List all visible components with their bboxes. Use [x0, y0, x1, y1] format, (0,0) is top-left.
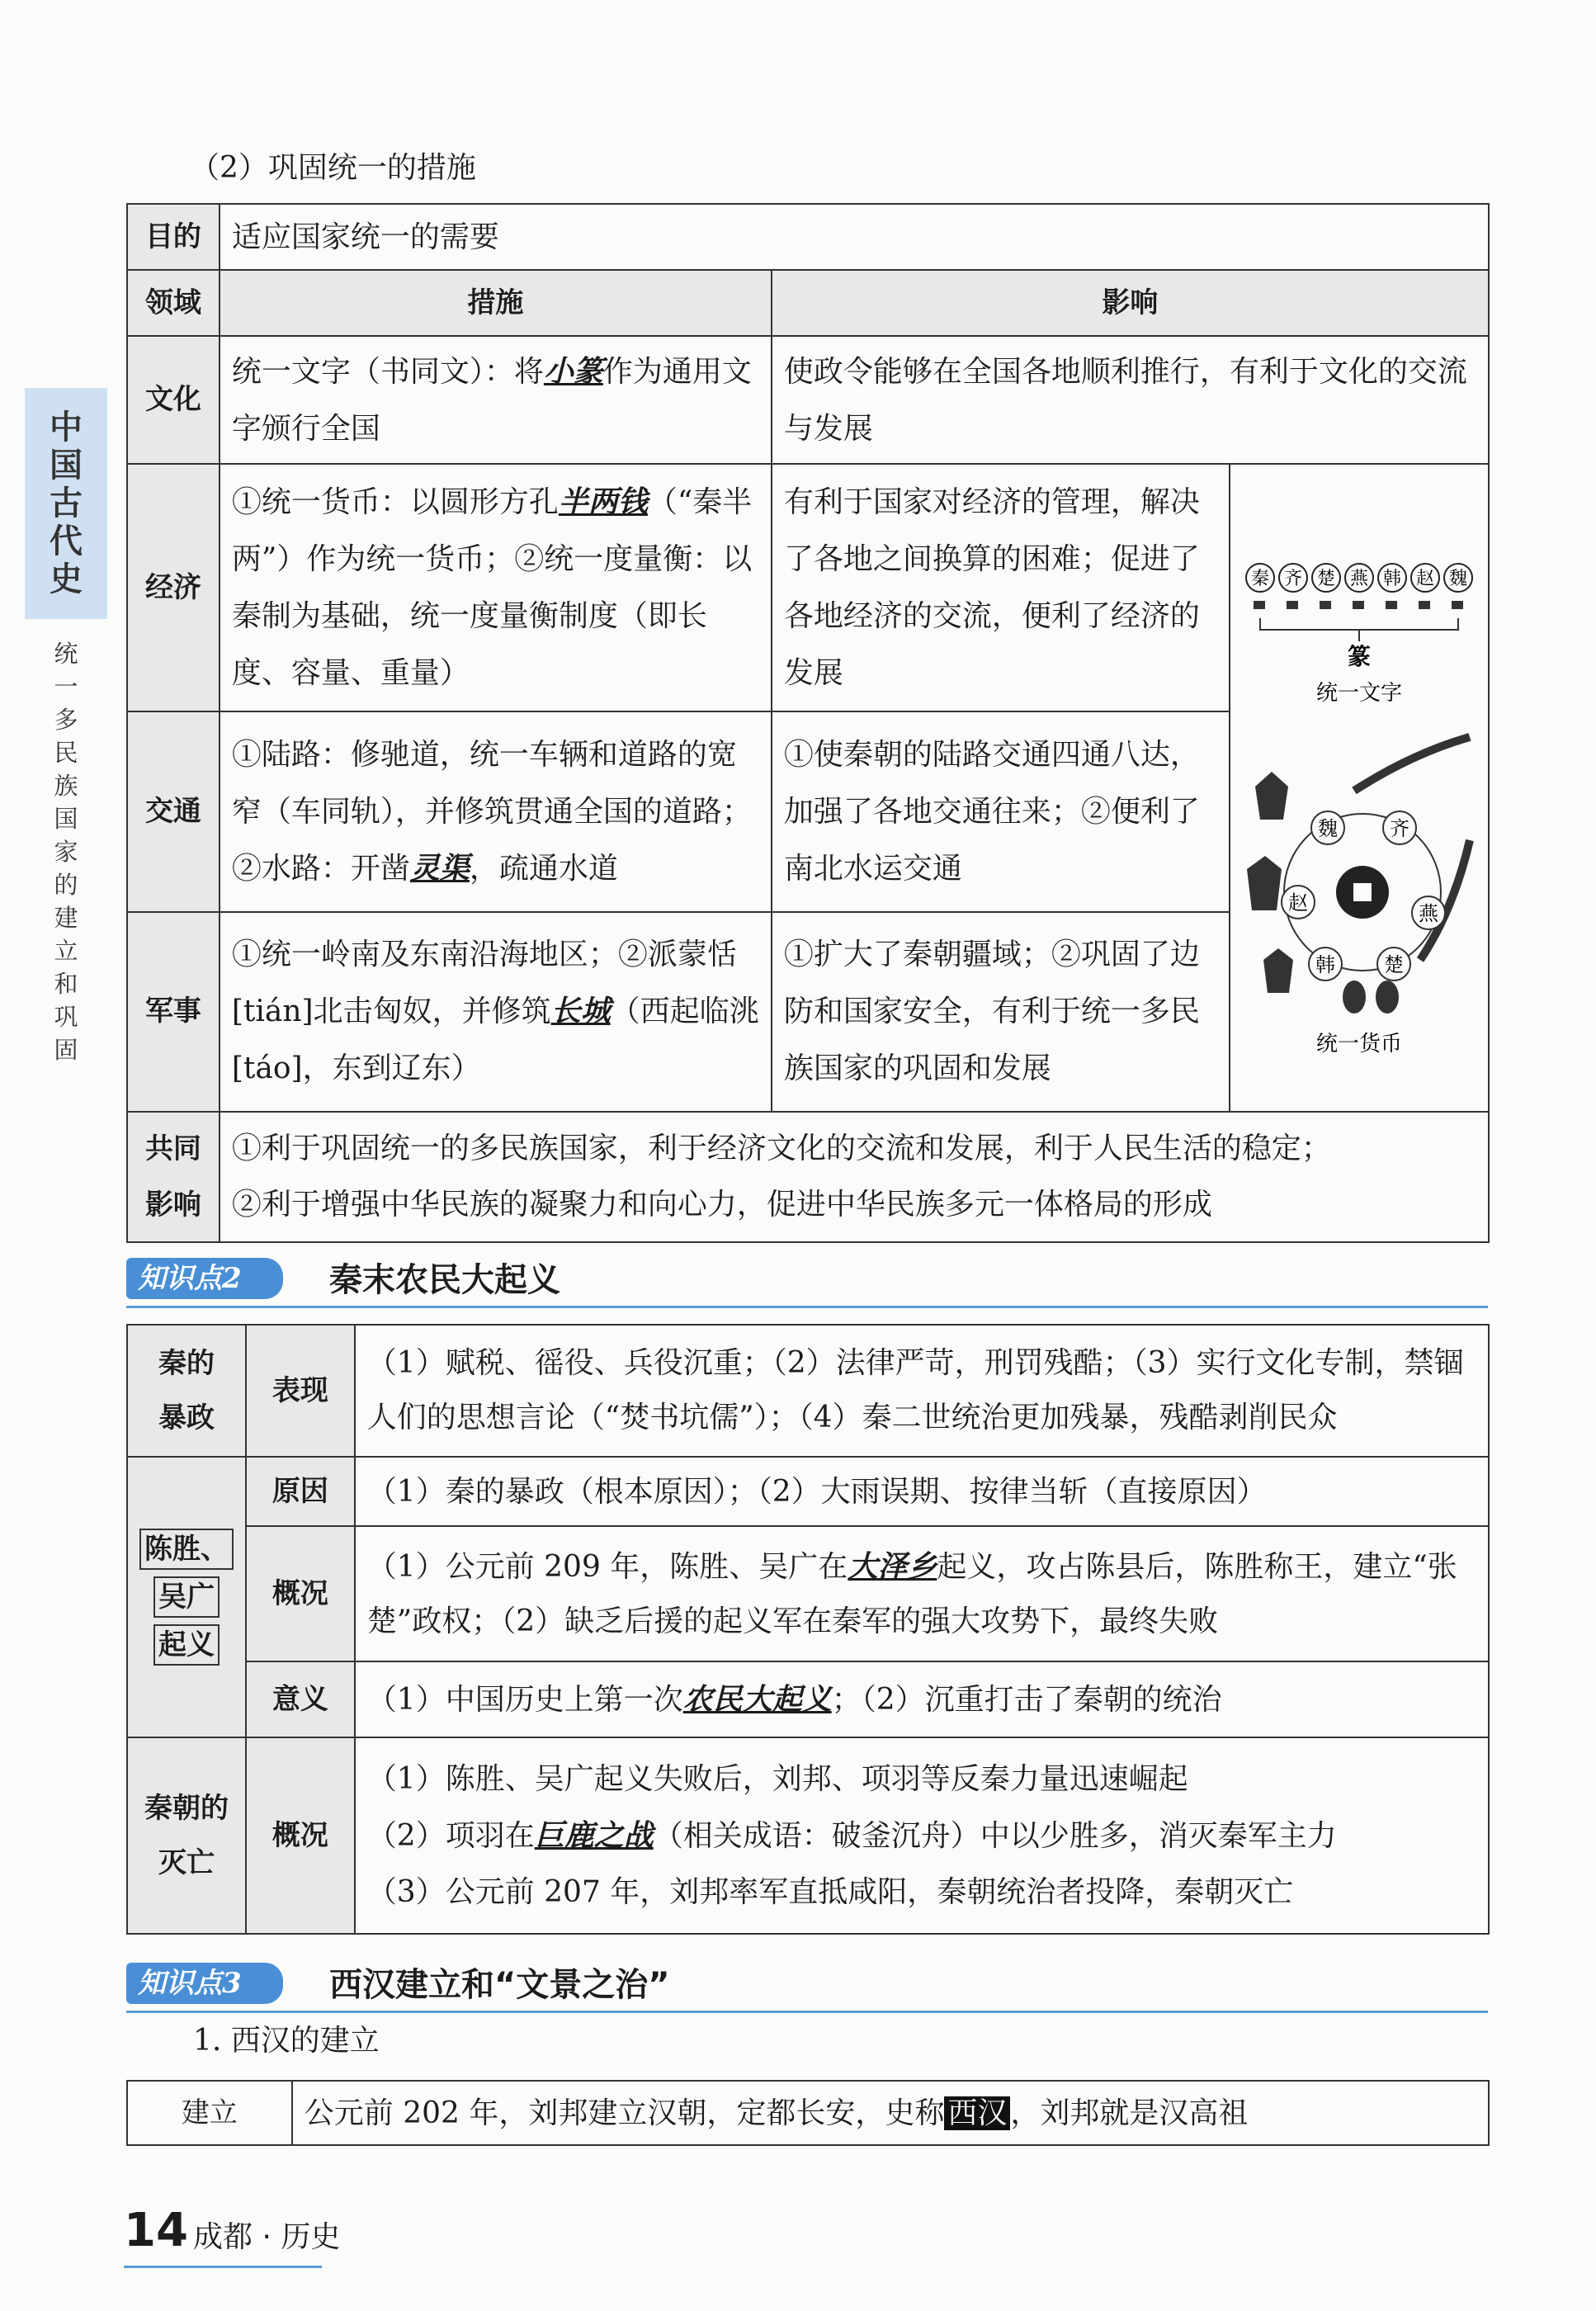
col-measure-header: 措施 [220, 270, 772, 336]
svg-text:楚: 楚 [1316, 569, 1335, 589]
field-label: 文化 [127, 336, 220, 464]
side-tab-subtitle [50, 637, 83, 1066]
svg-text:赵: 赵 [1287, 891, 1308, 914]
uprising-label-line: 吴广 [153, 1576, 220, 1618]
side-tab-title [25, 388, 107, 619]
coin-square-hole [1353, 883, 1372, 901]
footer-underline [124, 2266, 322, 2268]
side-sub-char: 和 [54, 970, 78, 998]
measure-cell [220, 464, 772, 711]
fall-line-part: （2）项羽在 [366, 1818, 535, 1853]
impact-cell: 使政令能够在全国各地顺利推行，有利于文化的交流与发展 [772, 336, 1489, 464]
uprising-table [126, 1324, 1490, 1935]
ant-nose-coin [1343, 981, 1366, 1014]
tyranny-label-line: 暴政 [158, 1401, 215, 1434]
cause-label: 原因 [246, 1457, 355, 1526]
fall-keyword: 巨鹿之战 [534, 1817, 654, 1853]
manifest-text: （1）赋税、徭役、兵役沉重；（2）法律严苛，刑罚残酷；（3）实行文化专制，禁锢人们的思想言论（“焚书坑儒”）；（4）秦二世统治更加残暴，残酷剥削民众 [355, 1325, 1489, 1457]
measure-cell [220, 336, 772, 464]
purpose-row [127, 204, 1489, 270]
overview-text-part: 起义，攻占陈县后，陈胜称王，建立“张楚”政权；（2）缺乏后援的起义军在秦军的强大攻势下，最终失败 [366, 1549, 1457, 1638]
tyranny-label-line: 秦的 [158, 1347, 215, 1380]
coin-state-seal [1311, 811, 1344, 844]
state-seal [1378, 564, 1406, 592]
ancient-script-glyphs [1254, 601, 1463, 609]
est-text-part: ，刘邦就是汉高祖 [1010, 2096, 1249, 2130]
est-text-part: 公元前 202 年，刘邦建立汉朝，定都长安，史称 [304, 2096, 945, 2130]
uprising-label-line: 陈胜、 [139, 1529, 234, 1570]
side-title-char: 史 [50, 560, 83, 598]
uprising-label [127, 1457, 246, 1737]
side-title-char: 国 [50, 447, 83, 484]
establishment-table [126, 2080, 1490, 2146]
side-sub-char: 多 [54, 706, 78, 734]
side-sub-char: 国 [54, 805, 78, 833]
common-impact-line: ②利于增强中华民族的凝聚力和向心力，促进中华民族多元一体格局的形成 [231, 1188, 1212, 1222]
common-label-line: 影响 [144, 1189, 201, 1222]
fall-overview-label: 概况 [246, 1737, 355, 1934]
side-title-char: 代 [50, 522, 83, 560]
est-label: 建立 [127, 2081, 292, 2145]
knowledge-point-badge: 知识点3 [126, 1963, 283, 2004]
illustration-cell [1230, 464, 1489, 1112]
col-field-header: 领域 [127, 270, 220, 336]
fall-line: （1）陈胜、吴广起义失败后，刘邦、项羽等反秦力量迅速崛起 [366, 1761, 1188, 1796]
section3-title: 西汉建立和“文景之治” [329, 1966, 670, 2004]
measure-text: ①统一岭南及东南沿海地区；②派蒙恬[tián]北击匈奴，并修筑 [231, 938, 737, 1029]
common-label-line: 共同 [144, 1132, 201, 1165]
state-seal [1312, 564, 1340, 592]
overview-row [127, 1526, 1489, 1661]
uprising-label-line: 起义 [153, 1624, 220, 1666]
coin-state-seal [1383, 811, 1416, 844]
knowledge-point-badge: 知识点2 [126, 1258, 283, 1299]
meaning-keyword: 农民大起义 [682, 1681, 832, 1717]
meaning-label: 意义 [246, 1661, 355, 1737]
side-sub-char: 巩 [54, 1003, 78, 1031]
cause-text: （1）秦的暴政（根本原因）；（2）大雨误期、按律当斩（直接原因） [355, 1457, 1489, 1526]
unification-illustration [1230, 465, 1488, 1092]
overview-label: 概况 [246, 1526, 355, 1661]
fall-line-part: （相关成语：破釜沉舟）中以少胜多，消灭秦军主力 [653, 1818, 1337, 1853]
field-label: 交通 [127, 711, 220, 911]
section1-subtitle: （2）巩固统一的措施 [190, 151, 476, 185]
ant-nose-coin [1376, 981, 1399, 1014]
measure-keyword: 灵渠 [409, 851, 470, 886]
measure-text: ，疏通水道 [469, 852, 618, 886]
fall-text [355, 1737, 1489, 1934]
header-row [127, 270, 1489, 336]
coin-state-seal [1377, 948, 1410, 981]
est-text [292, 2081, 1489, 2145]
measure-cell [220, 711, 772, 911]
page-footer-text: 成都 · 历史 [193, 2220, 341, 2254]
state-seal [1444, 564, 1472, 592]
overview-keyword: 大泽乡 [848, 1548, 937, 1584]
svg-text:楚: 楚 [1383, 953, 1404, 976]
spade-coin-bottom-left [1263, 948, 1293, 993]
state-seal [1246, 564, 1274, 592]
coin-state-seal [1282, 886, 1315, 919]
fall-row [127, 1737, 1489, 1934]
overview-text [355, 1526, 1489, 1661]
side-title-char: 古 [50, 484, 83, 522]
common-impact-line: ①利于巩固统一的多民族国家，利于经济文化的交流和发展，利于人民生活的稳定； [231, 1132, 1331, 1165]
caption-unified-coin: 统一货币 [1315, 1032, 1402, 1056]
field-label: 经济 [127, 464, 220, 711]
measure-text: 统一文字（书同文）：将 [231, 354, 544, 389]
side-sub-char: 家 [54, 838, 78, 866]
coin-diagram [1247, 737, 1470, 1014]
svg-text:魏: 魏 [1448, 569, 1467, 589]
tyranny-row [127, 1325, 1489, 1457]
common-impact-text [220, 1112, 1489, 1242]
impact-cell: 有利于国家对经济的管理，解决了各地之间换算的困难；促进了各地经济的交流，便利了经济的发展 [772, 464, 1230, 711]
table-row [127, 464, 1489, 711]
meaning-text [355, 1661, 1489, 1737]
overview-text-part: （1）公元前 209 年，陈胜、吴广在 [366, 1549, 848, 1584]
manifest-label: 表现 [246, 1325, 355, 1457]
measure-keyword: 半两钱 [558, 484, 648, 520]
measure-text: （西起临洮[táo]，东到辽东） [231, 995, 759, 1086]
table-row [127, 336, 1489, 464]
state-seal [1345, 564, 1373, 592]
svg-text:秦: 秦 [1250, 569, 1269, 589]
svg-text:韩: 韩 [1382, 569, 1401, 589]
side-sub-char: 建 [54, 904, 78, 932]
fall-label-line: 灭亡 [158, 1846, 215, 1879]
meaning-row [127, 1661, 1489, 1737]
measure-cell [220, 912, 772, 1112]
spade-coin-left [1247, 856, 1282, 910]
state-seal [1279, 564, 1307, 592]
measures-table [126, 203, 1490, 1243]
side-title-char: 中 [50, 409, 83, 447]
tyranny-label [127, 1325, 246, 1457]
bracket-lines [1260, 618, 1458, 641]
caption-unified-script: 统一文字 [1315, 681, 1402, 706]
svg-text:韩: 韩 [1315, 953, 1335, 976]
meaning-text-part: ；（2）沉重打击了秦朝的统治 [831, 1682, 1222, 1717]
side-sub-char: 统 [54, 640, 78, 668]
svg-text:齐: 齐 [1283, 569, 1302, 589]
coin-state-seal [1412, 896, 1445, 929]
cause-row [127, 1457, 1489, 1526]
side-sub-char: 固 [54, 1036, 78, 1064]
spade-coin-top-left [1255, 772, 1288, 820]
svg-text:赵: 赵 [1415, 569, 1434, 589]
section2-heading [126, 1253, 1488, 1308]
measure-text: ①统一货币：以圆形方孔 [231, 485, 559, 520]
fall-line: （3）公元前 207 年，刘邦率军直抵咸阳，秦朝统治者投降，秦朝灭亡 [366, 1874, 1294, 1909]
field-label: 军事 [127, 912, 220, 1112]
side-sub-char: 一 [54, 673, 78, 701]
est-highlight: 西汉 [944, 2096, 1010, 2130]
purpose-text: 适应国家统一的需要 [220, 204, 1489, 270]
common-impact-label [127, 1112, 220, 1242]
measure-text: （“秦半两”）作为统一货币；②统一度量衡：以秦制为基础，统一度量衡制度（即长度、容量、重量） [231, 485, 753, 691]
svg-text:燕: 燕 [1349, 569, 1368, 589]
side-sub-char: 族 [54, 772, 78, 800]
meaning-text-part: （1）中国历史上第一次 [366, 1682, 683, 1717]
unified-script-char: 篆 [1347, 643, 1371, 670]
measure-text: ①陆路：修驰道，统一车辆和道路的宽窄（车同轨），并修筑贯通全国的道路；②水路：开凿 [231, 738, 752, 886]
measure-text: 作为通用文字颁行全国 [231, 354, 752, 446]
svg-text:魏: 魏 [1317, 817, 1338, 840]
section3-heading [126, 1958, 1488, 2013]
page-number: 14 [124, 2204, 188, 2257]
svg-text:齐: 齐 [1389, 817, 1409, 840]
purpose-label: 目的 [127, 204, 220, 270]
col-impact-header: 影响 [772, 270, 1489, 336]
common-impact-row [127, 1112, 1489, 1242]
side-sub-char: 民 [54, 739, 78, 767]
impact-cell: ①扩大了秦朝疆域；②巩固了边防和国家安全，有利于统一多民族国家的巩固和发展 [772, 912, 1230, 1112]
establishment-row [127, 2081, 1489, 2145]
fall-label [127, 1737, 246, 1934]
knife-coin-top [1354, 737, 1470, 791]
side-sub-char: 的 [54, 871, 78, 899]
state-seal [1411, 564, 1439, 592]
measure-keyword: 长城 [550, 994, 611, 1029]
fall-label-line: 秦朝的 [144, 1792, 229, 1825]
section2-title: 秦末农民大起义 [329, 1261, 560, 1299]
side-sub-char: 立 [54, 937, 78, 965]
impact-cell: ①使秦朝的陆路交通四通八达，加强了各地交通往来；②便利了南北水运交通 [772, 711, 1230, 911]
section3-subtitle: 1. 西汉的建立 [193, 2024, 380, 2058]
measure-keyword: 小篆 [543, 353, 603, 389]
coin-state-seal [1309, 948, 1342, 981]
svg-text:燕: 燕 [1418, 902, 1438, 925]
